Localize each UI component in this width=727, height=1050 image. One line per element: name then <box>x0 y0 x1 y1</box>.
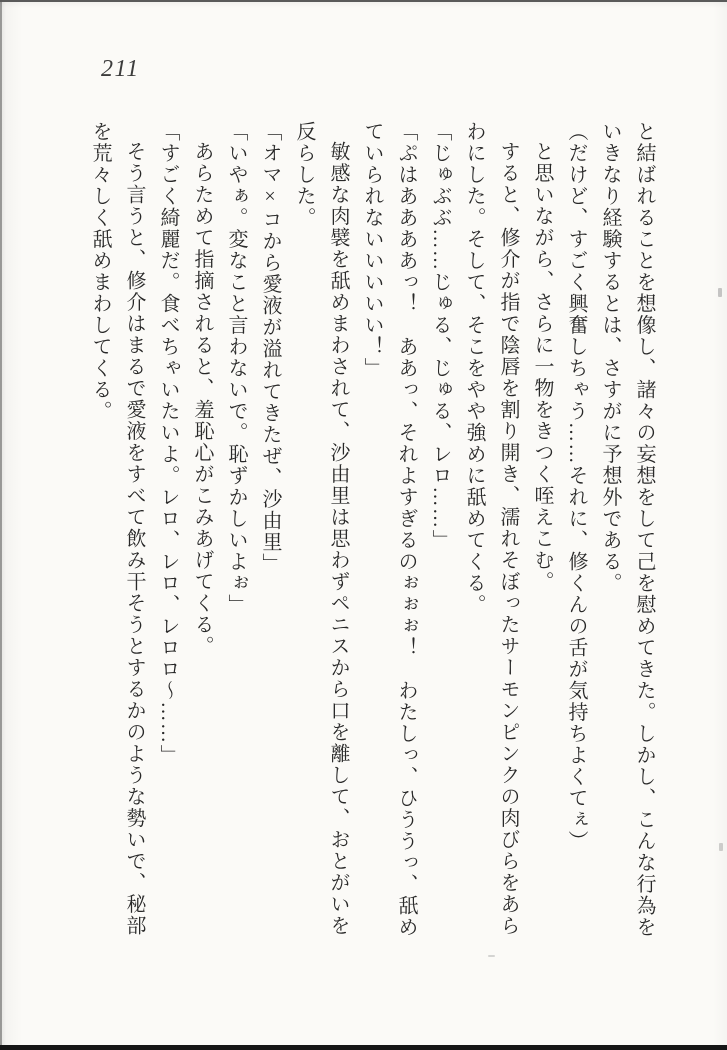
text-column: と思いながら、さらに一物をきつく咥えこむ。 <box>531 141 553 593</box>
text-column: （だけど、すごく興奮しちゃう……それに、修くんの舌が気持ちよくてぇ） <box>565 121 587 852</box>
text-column: と結ばれることを想像し、諸々の妄想をして己を慰めてきた。しかし、こんな行為を <box>633 121 655 938</box>
scan-edge-left <box>0 0 2 1050</box>
text-column: を荒々しく舐めまわしてくる。 <box>89 121 111 422</box>
text-column: そう言うと、修介はまるで愛液をすべて飲み干そうとするかのような勢いで、秘部 <box>123 141 145 937</box>
text-column: いきなり経験するとは、さすがに予想外である。 <box>599 121 621 594</box>
text-column: 敏感な肉襞を舐めまわされて、沙由里は思わずペニスから口を離して、おとがいを <box>327 141 349 937</box>
text-column: 「ぷはああああっ！ ああっ、それよすぎるのぉぉぉ！ わたしっ、ひううっ、舐め <box>395 121 417 938</box>
text-column: 「すごく綺麗だ。食べちゃいたいよ。レロ、レロ、レロロ～……」 <box>157 121 179 766</box>
text-column: 反らした。 <box>293 121 315 229</box>
text-column: 「じゅぶぶ……じゅる、じゅる、レロ……」 <box>429 121 451 551</box>
text-column: すると、修介が指で陰唇を割り開き、濡れそぼったサーモンピンクの肉びらをあら <box>497 141 519 937</box>
scan-artifact <box>718 288 722 297</box>
scan-edge-top <box>0 0 727 2</box>
text-column: あらためて指摘されると、羞恥心がこみあげてくる。 <box>191 141 213 657</box>
text-column: わにした。そして、そこをやや強めに舐めてくる。 <box>463 121 485 616</box>
scan-artifact <box>488 955 495 957</box>
text-column: 「オマ×コから愛液が溢れてきたぜ、沙由里」 <box>259 121 281 575</box>
page-number: 211 <box>101 56 140 82</box>
scan-artifact <box>719 843 723 851</box>
text-column: 「いやぁ。変なこと言わないで。恥ずかしいよぉ」 <box>225 121 247 616</box>
scan-edge-bottom <box>0 1045 727 1050</box>
body-text <box>83 121 661 961</box>
text-column: ていられないいいいい！」 <box>361 121 383 379</box>
